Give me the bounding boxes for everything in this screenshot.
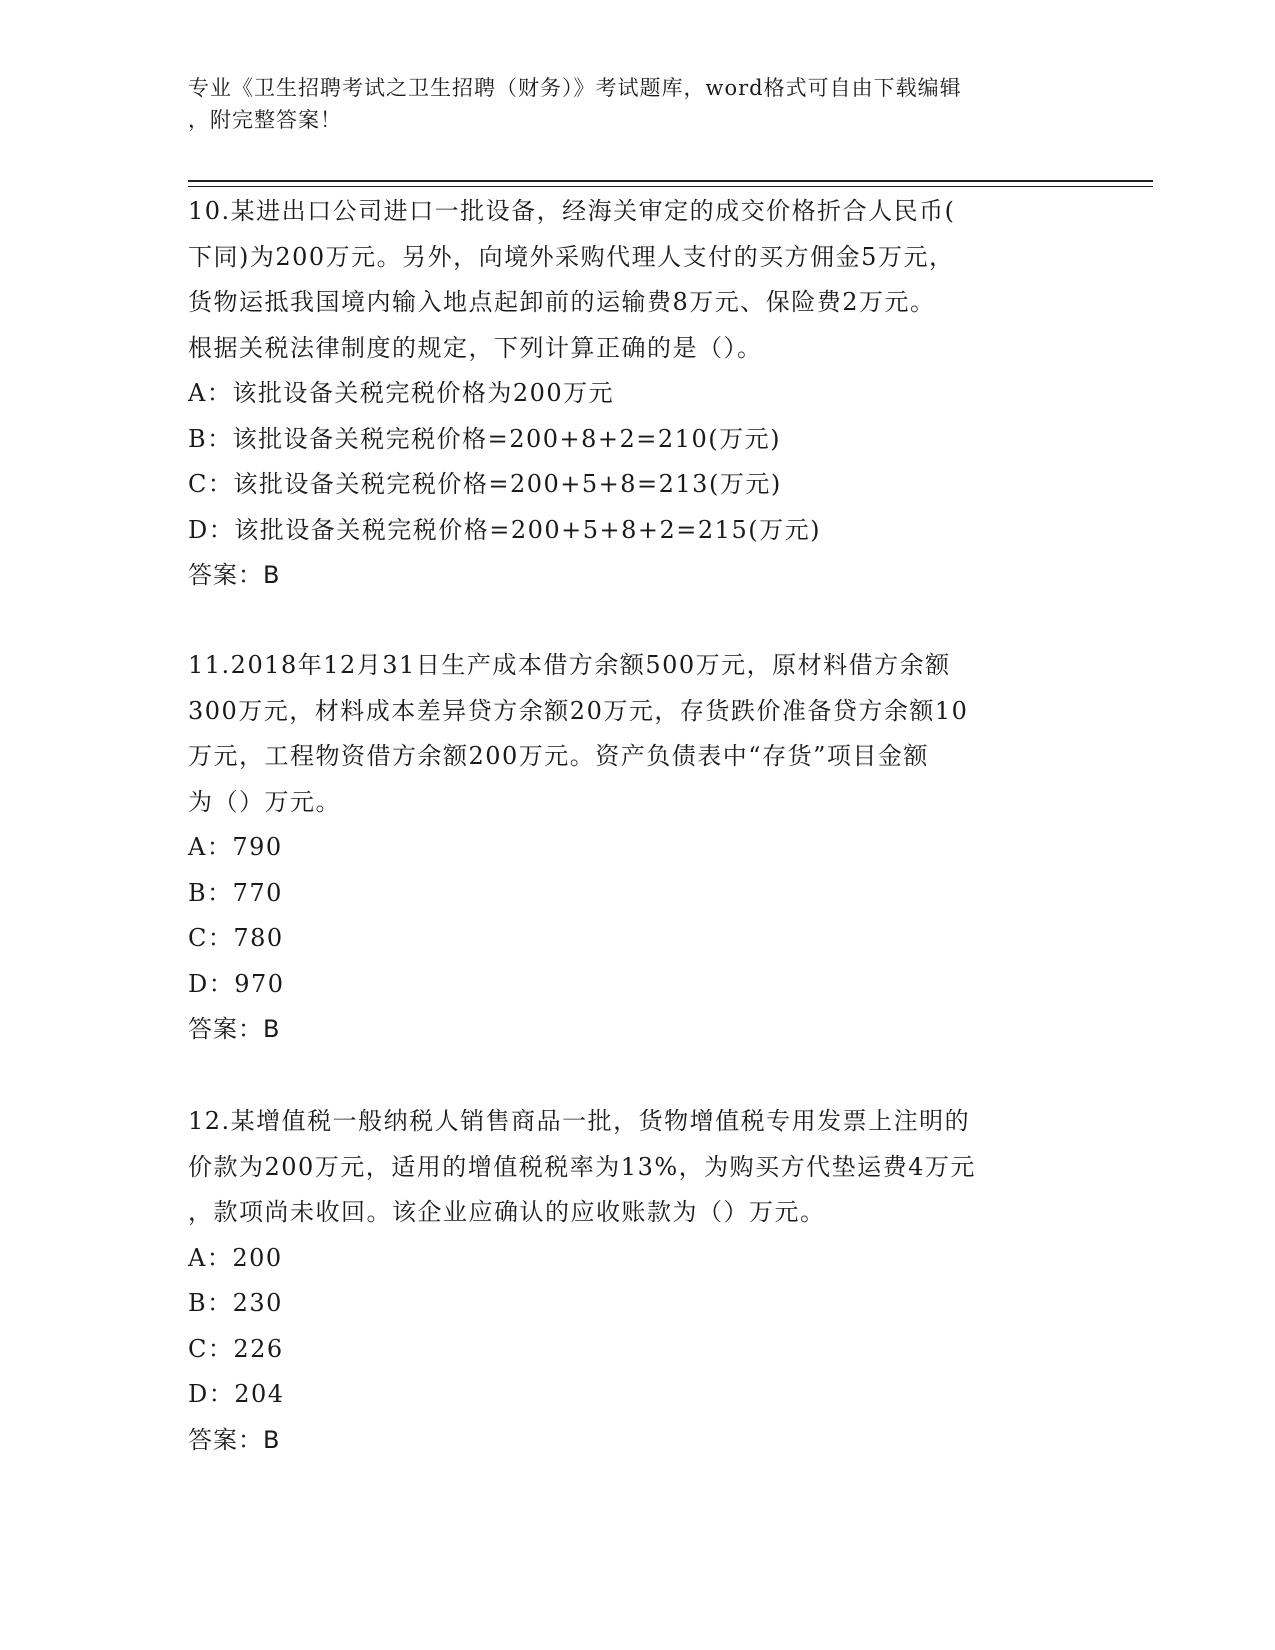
question-stem-line: 11.2018年12月31日生产成本借方余额500万元，原材料借方余额 — [188, 651, 951, 679]
header-line-2: ，附完整答案！ — [188, 108, 342, 132]
question-stem-line: 300万元，材料成本差异贷方余额20万元，存货跌价准备贷方余额10 — [188, 696, 969, 725]
option-b: B：770 — [188, 878, 283, 907]
option-b: B：230 — [188, 1289, 283, 1317]
question-stem-line: 为（）万元。 — [188, 787, 341, 816]
question-10 — [188, 189, 1068, 599]
answer: 答案：B — [188, 561, 281, 589]
answer: 答案：B — [188, 1015, 281, 1043]
question-12 — [188, 1099, 1068, 1463]
answer: 答案：B — [188, 1425, 281, 1454]
option-d: D：204 — [188, 1380, 285, 1408]
question-stem-line: 下同)为200万元。另外，向境外采购代理人支付的买方佣金5万元， — [188, 242, 955, 271]
question-stem-line: 货物运抵我国境内输入地点起卸前的运输费8万元、保险费2万元。 — [188, 288, 936, 316]
option-d: D：该批设备关税完税价格=200+5+8+2=215(万元) — [188, 515, 821, 544]
option-b: B：该批设备关税完税价格=200+8+2=210(万元) — [188, 424, 781, 453]
option-a: A：790 — [188, 833, 283, 861]
option-a: A：该批设备关税完税价格为200万元 — [188, 379, 615, 407]
option-c: C：780 — [188, 924, 284, 952]
header-divider-thick — [188, 180, 1153, 182]
question-stem-line: ，款项尚未收回。该企业应确认的应收账款为（）万元。 — [188, 1198, 826, 1226]
question-stem-line: 价款为200万元，适用的增值税税率为13%，为购买方代垫运费4万元 — [188, 1152, 976, 1181]
option-a: A：200 — [188, 1243, 283, 1272]
question-stem-line: 12.某增值税一般纳税人销售商品一批，货物增值税专用发票上注明的 — [188, 1107, 971, 1135]
question-stem-line: 万元，工程物资借方余额200万元。资产负债表中“存货”项目金额 — [188, 742, 929, 770]
header-divider-thin — [188, 186, 1153, 187]
header-line-1: 专业《卫生招聘考试之卫生招聘（财务）》考试题库，word格式可自由下载编辑 — [188, 76, 962, 100]
option-c: C：该批设备关税完税价格=200+5+8=213(万元) — [188, 470, 782, 498]
option-d: D：970 — [188, 969, 285, 998]
document-header — [188, 72, 1088, 136]
question-11 — [188, 643, 1068, 1053]
option-c: C：226 — [188, 1334, 284, 1363]
question-stem-line: 根据关税法律制度的规定，下列计算正确的是（）。 — [188, 333, 763, 362]
question-stem-line: 10.某进出口公司进口一批设备，经海关审定的成交价格折合人民币( — [188, 197, 956, 225]
